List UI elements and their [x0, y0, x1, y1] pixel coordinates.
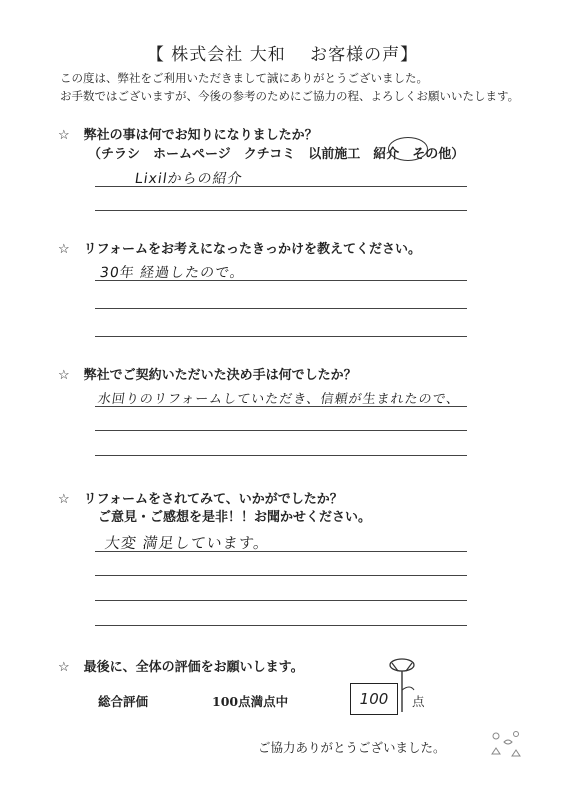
- intro-line-1: この度は、弊社をご利用いただきまして誠にありがとうございました。: [60, 71, 428, 85]
- rating-label: 総合評価: [98, 694, 149, 709]
- answer-line: [95, 600, 467, 601]
- rating-unit: 点: [412, 694, 425, 709]
- question-4-text: リフォームをされてみて、いかがでしたか？: [83, 492, 343, 507]
- answer-line: [95, 308, 467, 309]
- question-5-text: 最後に、全体の評価をお願いします。: [83, 660, 304, 675]
- answer-line: [95, 186, 467, 187]
- question-2: [58, 238, 421, 257]
- rating-scale: 100点満点中: [212, 694, 289, 709]
- answer-line: [95, 551, 467, 552]
- answer-line: [95, 406, 467, 407]
- question-2-text: リフォームをお考えになったきっかけを教えてください。: [83, 242, 422, 257]
- answer-line: [95, 336, 467, 337]
- intro-line-2: お手数ではございますが、今後の参考のためにご協力の程、よろしくお願いいたします。: [60, 89, 520, 103]
- question-1-options: （チラシ ホームページ クチコミ 以前施工 紹介 その他）: [88, 147, 465, 162]
- answer-line: [95, 455, 467, 456]
- question-3-text: 弊社でご契約いただいた決め手は何でしたか？: [83, 368, 357, 383]
- star-icon: ☆: [58, 368, 70, 383]
- question-4: [58, 488, 343, 507]
- question-3: [58, 364, 357, 383]
- flower-decoration-icon: [486, 726, 530, 766]
- selected-option-circle: [388, 137, 428, 161]
- star-icon: ☆: [58, 660, 70, 675]
- question-5: [58, 656, 304, 675]
- thanks-message: ご協力ありがとうございました。: [258, 740, 446, 755]
- question-1: [58, 124, 318, 143]
- answer-line: [95, 210, 467, 211]
- rating-score-box: 100: [350, 683, 398, 715]
- answer-line: [95, 575, 467, 576]
- star-icon: ☆: [58, 492, 70, 507]
- star-icon: ☆: [58, 128, 70, 143]
- answer-2-handwriting: 30年 経過したので。: [98, 265, 246, 281]
- answer-1-handwriting: Lixilからの紹介: [133, 171, 244, 187]
- question-1-text: 弊社の事は何でお知りになりましたか？: [83, 128, 318, 143]
- answer-4-handwriting: 大変 満足しています。: [103, 534, 271, 552]
- answer-line: [95, 430, 467, 431]
- answer-line: [95, 625, 467, 626]
- star-icon: ☆: [58, 242, 70, 257]
- answer-3-handwriting: 水回りのリフォームしていただき、信頼が生まれたので、: [96, 392, 462, 407]
- answer-line: [95, 280, 467, 281]
- page-title: 【 株式会社 大和 お客様の声】: [146, 45, 419, 65]
- question-4-sub: ご意見・ご感想を是非！！お聞かせください。: [98, 510, 372, 525]
